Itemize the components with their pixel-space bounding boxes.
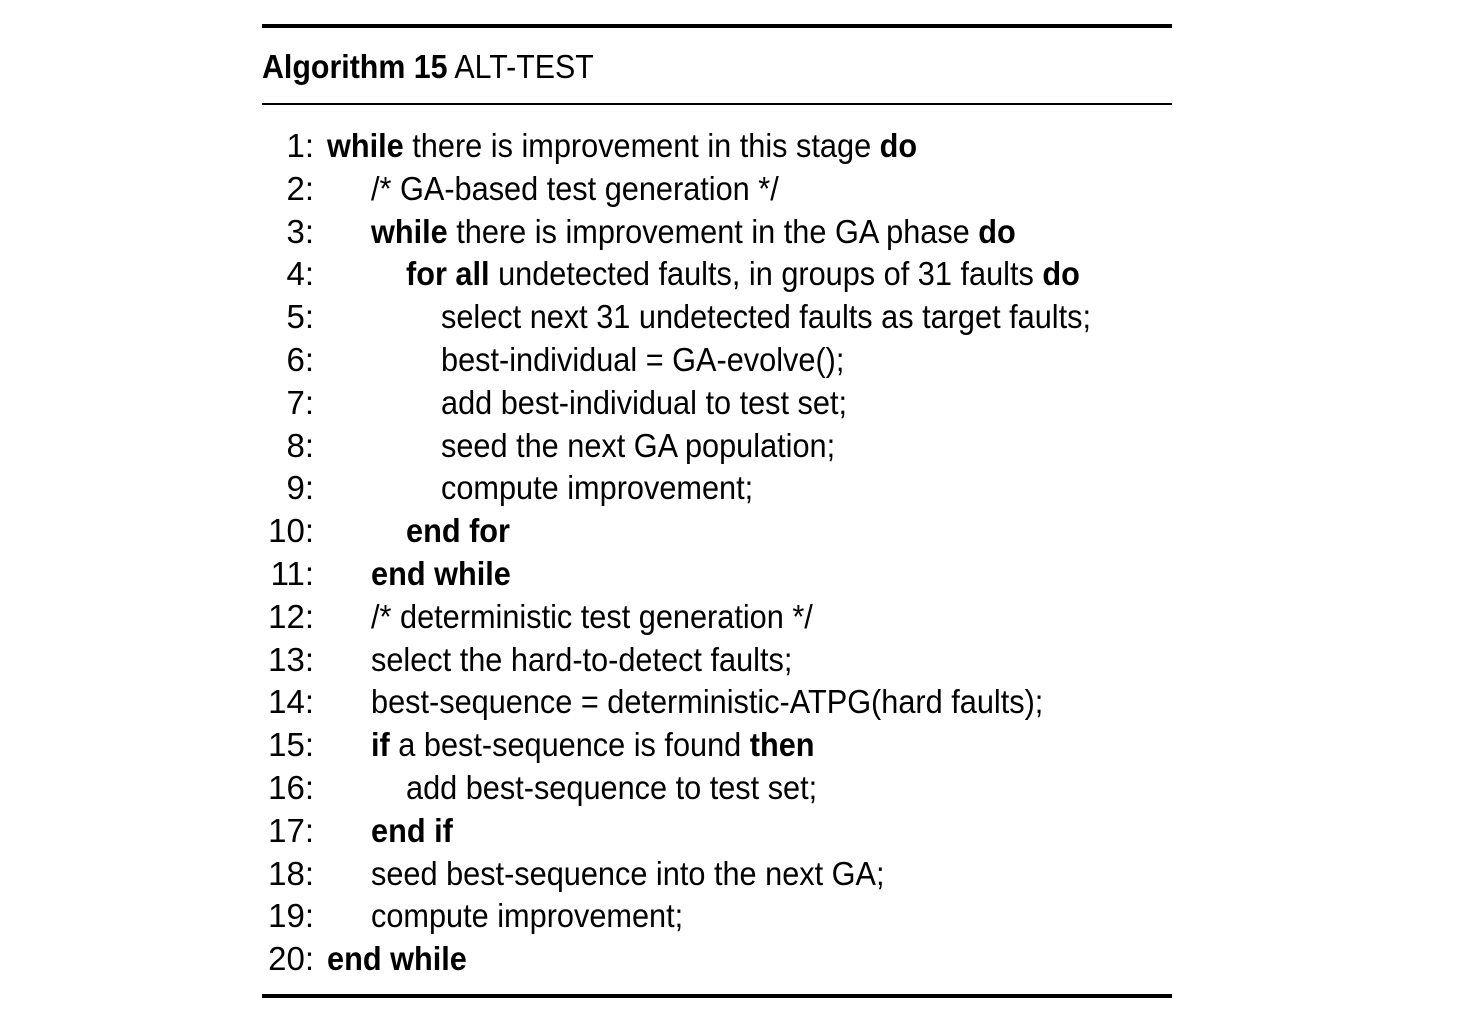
algorithm-line-2 — [262, 168, 1222, 211]
algorithm-line-20 — [262, 938, 1222, 981]
comment-text: /* GA-based test generation */ — [371, 169, 779, 207]
keyword: if — [371, 726, 390, 764]
line-text: seed best-sequence into the next GA; — [371, 854, 885, 892]
line-body — [371, 810, 453, 853]
algorithm-line-10 — [262, 510, 1222, 553]
top-rule — [262, 24, 1172, 28]
line-number: 8: — [286, 426, 314, 464]
line-number: 12: — [268, 597, 314, 635]
line-body — [327, 125, 917, 168]
line-body — [441, 296, 1091, 339]
line-text: select next 31 undetected faults as target faults; — [441, 298, 1092, 336]
algorithm-line-8 — [262, 425, 1222, 468]
algorithm-line-17 — [262, 810, 1222, 853]
line-body — [441, 382, 847, 425]
keyword: do — [978, 212, 1016, 250]
line-number: 15: — [268, 726, 314, 764]
keyword: end if — [371, 811, 453, 849]
line-body — [371, 724, 815, 767]
line-number: 2: — [286, 169, 314, 207]
line-text: undetected faults, in groups of 31 faults — [489, 255, 1043, 293]
bottom-rule — [262, 994, 1172, 998]
line-body — [406, 510, 510, 553]
line-body — [371, 681, 1043, 724]
algorithm-line-16 — [262, 767, 1222, 810]
line-number: 17: — [268, 811, 314, 849]
algorithm-lines — [262, 125, 1222, 981]
algorithm-line-7 — [262, 382, 1222, 425]
algorithm-label: Algorithm 15 — [262, 48, 448, 85]
line-number: 14: — [268, 683, 314, 721]
algorithm-line-6 — [262, 339, 1222, 382]
line-body — [327, 938, 467, 981]
line-body — [371, 168, 779, 211]
algorithm-line-11 — [262, 553, 1222, 596]
keyword: end while — [371, 554, 511, 592]
comment-text: /* deterministic test generation */ — [371, 597, 813, 635]
algorithm-line-14 — [262, 681, 1222, 724]
line-text: best-sequence = deterministic-ATPG(hard faults); — [371, 683, 1044, 721]
line-body — [441, 425, 835, 468]
line-text: select the hard-to-detect faults; — [371, 640, 793, 678]
line-body — [371, 553, 511, 596]
keyword: end while — [327, 940, 467, 978]
line-body — [371, 853, 885, 896]
algorithm-line-12 — [262, 596, 1222, 639]
line-number: 7: — [286, 383, 314, 421]
line-number: 9: — [286, 469, 314, 507]
line-text: there is improvement in this stage — [403, 127, 880, 164]
keyword: then — [749, 726, 815, 764]
line-body — [406, 767, 817, 810]
line-body — [441, 467, 753, 510]
algorithm-line-3 — [262, 211, 1222, 254]
line-text: a best-sequence is found — [389, 726, 750, 764]
algorithm-line-9 — [262, 467, 1222, 510]
line-text: seed the next GA population; — [441, 426, 836, 464]
algorithm-line-18 — [262, 853, 1222, 896]
line-text: compute improvement; — [371, 897, 684, 935]
algorithm-name: ALT-TEST — [454, 48, 594, 85]
line-text: there is improvement in the GA phase — [447, 212, 979, 250]
line-number: 3: — [286, 212, 314, 250]
line-body — [371, 596, 813, 639]
line-text: add best-sequence to test set; — [406, 768, 818, 806]
line-body — [371, 211, 1016, 254]
algorithm-line-15 — [262, 724, 1222, 767]
keyword: end for — [406, 512, 511, 550]
keyword: while — [327, 127, 404, 164]
algorithm-line-5 — [262, 296, 1222, 339]
line-number: 10: — [268, 512, 314, 550]
line-number: 6: — [286, 340, 314, 378]
line-text: add best-individual to test set; — [441, 383, 848, 421]
line-number: 18: — [268, 854, 314, 892]
line-body — [371, 895, 683, 938]
algorithm-line-4 — [262, 253, 1222, 296]
line-number: 5: — [286, 298, 314, 336]
keyword: do — [879, 127, 918, 164]
line-number: 4: — [286, 255, 314, 293]
algorithm-line-19 — [262, 895, 1222, 938]
line-body — [441, 339, 844, 382]
line-number: 19: — [268, 897, 314, 935]
line-body — [371, 639, 792, 682]
line-body — [406, 253, 1080, 296]
algorithm-caption — [262, 48, 1099, 86]
line-text: best-individual = GA-evolve(); — [441, 340, 845, 378]
keyword: while — [371, 212, 448, 250]
keyword: do — [1042, 255, 1080, 293]
line-number: 11: — [270, 554, 314, 592]
algorithm-block — [262, 24, 1172, 978]
caption-rule — [262, 103, 1172, 105]
line-number: 13: — [268, 640, 314, 678]
line-number: 16: — [268, 768, 314, 806]
algorithm-line-1 — [262, 125, 1222, 168]
algorithm-line-13 — [262, 639, 1222, 682]
line-number: 20: — [268, 940, 314, 978]
keyword: for all — [406, 255, 490, 293]
line-number: 1: — [286, 127, 314, 164]
line-text: compute improvement; — [441, 469, 754, 507]
